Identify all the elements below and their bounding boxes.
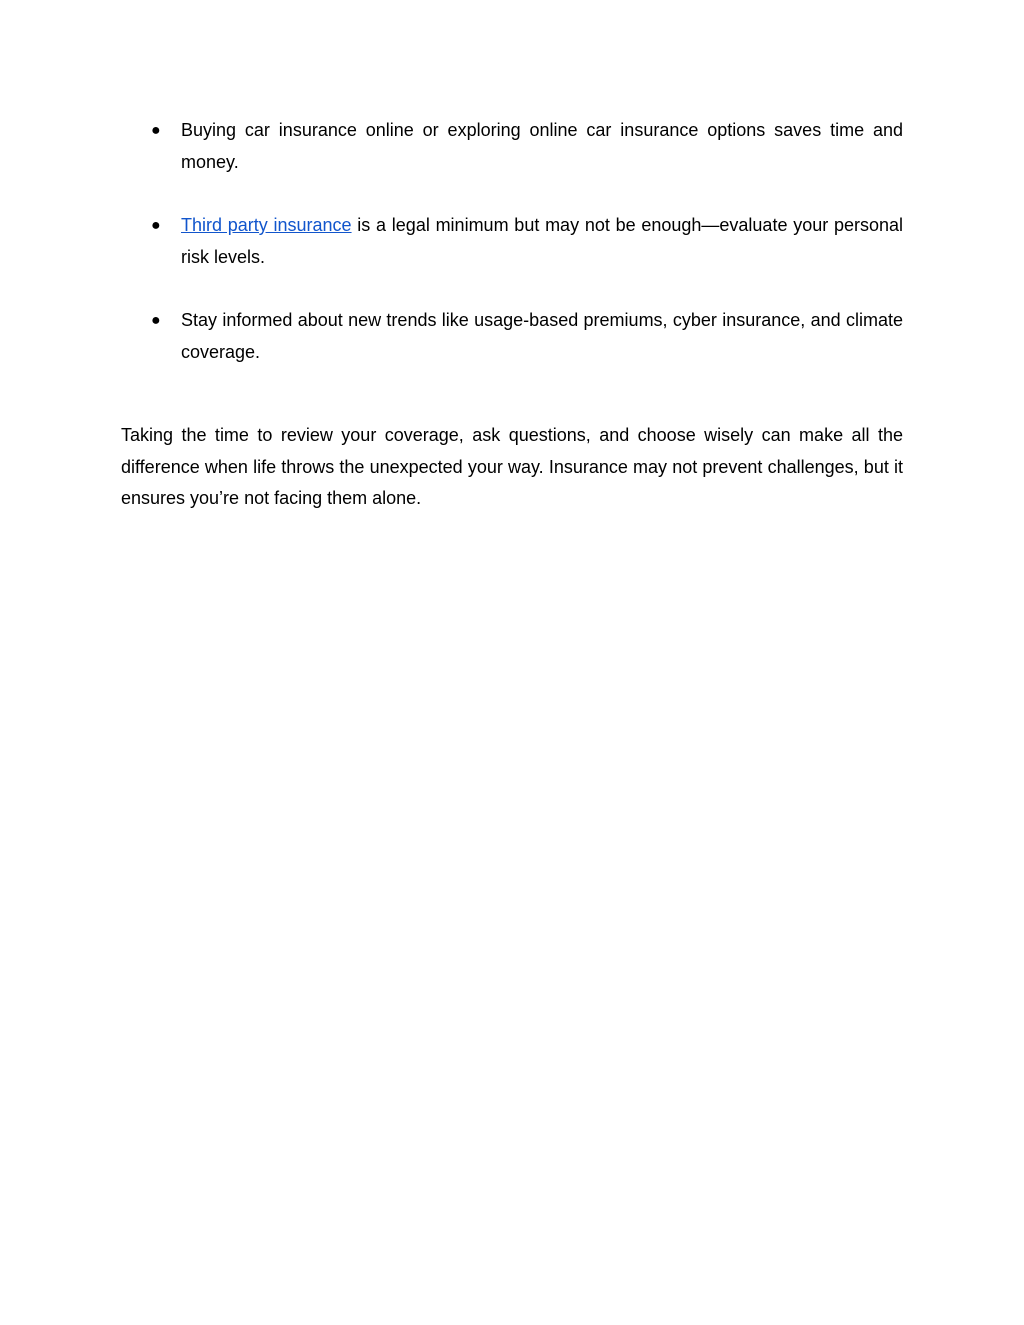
list-item-text: Buying car insurance online or exploring online car insurance options saves time and money.: [181, 120, 903, 172]
bullet-icon: ●: [151, 312, 161, 329]
bullet-icon: ●: [151, 217, 161, 234]
list-item: [121, 115, 903, 178]
key-points-list: [121, 115, 903, 368]
closing-paragraph: Taking the time to review your coverage, ask questions, and choose wisely can make all the difference when life throws the unexpected your way. Insurance may not prevent challenges, but it ensures you’re not facing them alone.: [121, 425, 903, 508]
list-item: [121, 210, 903, 273]
list-item: [121, 305, 903, 368]
bullet-icon: ●: [151, 122, 161, 139]
third-party-insurance-link[interactable]: Third party insurance: [181, 215, 352, 235]
list-item-text: Stay informed about new trends like usage-based premiums, cyber insurance, and climate coverage.: [181, 310, 903, 362]
document-body: [121, 115, 903, 515]
list-item-text: is a legal minimum but may not be enough—evaluate your personal risk levels.: [181, 215, 903, 267]
